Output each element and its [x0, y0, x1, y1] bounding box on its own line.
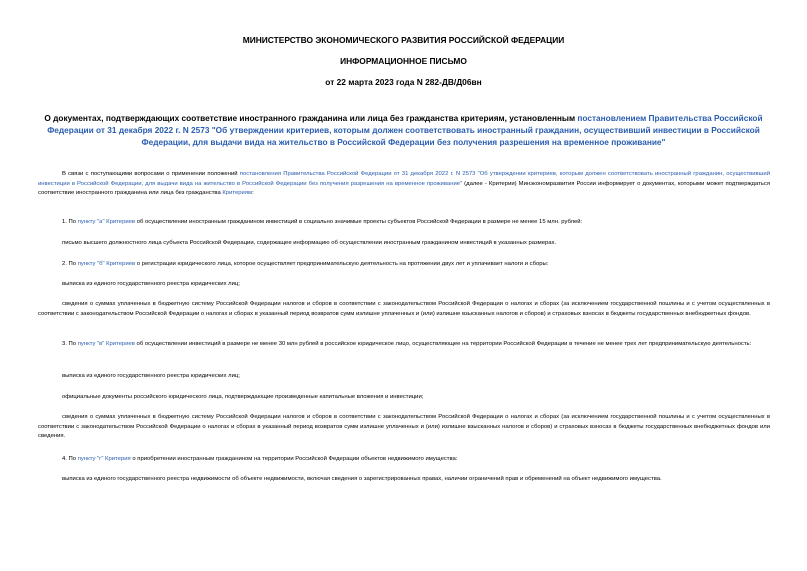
document-type-heading: ИНФОРМАЦИОННОЕ ПИСЬМО — [340, 56, 467, 66]
intro-text-3: : — [252, 190, 254, 197]
title-resolution-link[interactable]: постановлением Правительства Российской Федерации от 31 декабря 2022 г. N 2573 "Об утверждении критериев, которым должен соответствовать иностранный гражданин, осуществивший инвестиции в Российской Федерации, для выдачи вида на жительство в Российской Федерации без получения разрешения на временное проживание" — [47, 113, 763, 147]
point-3-document-2: официальные документы российского юридического лица, подтверждающие произведенные капитальные вложения и инвестиции; — [62, 394, 424, 400]
document-date-number: от 22 марта 2023 года N 282-ДВ/Д06вн — [325, 77, 482, 87]
point-4-link[interactable]: пункту "г" Критерия — [77, 456, 131, 462]
point-2-text: о регистрации юридического лица, которое осуществляет предпринимательскую деятельность на протяжении двух лет и уплачивает налоги и сборы: — [135, 261, 549, 267]
point-2-prefix: 2. По — [62, 261, 78, 267]
point-3-prefix: 3. По — [62, 341, 78, 347]
point-1-text: об осуществлении иностранным гражданином инвестиций в социально значимые проекты субъектов Российской Федерации в размере не менее 15 млн. рублей: — [135, 219, 583, 225]
ministry-heading: МИНИСТЕРСТВО ЭКОНОМИЧЕСКОГО РАЗВИТИЯ РОССИЙСКОЙ ФЕДЕРАЦИИ — [242, 35, 565, 45]
point-1-link[interactable]: пункту "а" Критериев — [77, 219, 136, 225]
intro-text-2: (далее - Критерии) Минэкономразвития России информирует о документах, которыми может подтверждаться соответствие иностранного гражданина или лица без гражданства — [38, 180, 771, 197]
point-2-paragraph — [38, 260, 770, 270]
intro-text-1: В связи с поступающими вопросами о применении положений — [62, 171, 240, 177]
point-4-text: о приобретении иностранным гражданином на территории Российской Федерации объектов недвижимого имущества: — [130, 456, 458, 462]
intro-criteria-link[interactable]: Критериям — [222, 190, 253, 197]
point-1-paragraph — [38, 218, 770, 228]
point-3-text: об осуществлении инвестиций в размере не менее 30 млн рублей в российское юридическое лицо, осуществляющее на территории Российской Федерации в течение не менее трех лет предпринимательскую деятельность: — [134, 341, 752, 347]
intro-resolution-link[interactable]: постановления Правительства Российской Федерации от 31 декабря 2022 г. N 2573 "Об утверждении критериев, которым должен соответствовать иностранный гражданин, осуществивший инвестиции в Российской Федерации, для выдачи вида на жительство в Российской Федерации без получения разрешения на временное проживание" — [38, 171, 770, 187]
document-title — [40, 112, 767, 148]
point-3-paragraph — [38, 340, 770, 350]
intro-paragraph — [38, 170, 770, 199]
point-4-paragraph — [38, 455, 770, 465]
point-4-document: выписка из единого государственного реестра недвижимости об объекте недвижимости, включая сведения о зарегистрированных правах, наличии ограничений прав и обременений на объект недвижимого имущества. — [62, 476, 662, 482]
point-3-document-3: сведения о суммах уплаченных в бюджетную систему Российской Федерации налогов и сборов в соответствии с законодательством Российской Федерации о налогах и сборах (за исключением государственной пошлины и с учетом осуществленных в соответствии с законодательством Российской Федерации о налогах и сборах в указанный период возвратов сумм излишне уплаченных и (или) излишне взысканных налогов и сборов) и страховых взносах в бюджеты государственных внебюджетных фондов или сведения. — [38, 414, 770, 440]
title-text: О документах, подтверждающих соответствие иностранного гражданина или лица без гражданства критериям, установленным — [44, 113, 578, 123]
point-3-link[interactable]: пункту "в" Критериев — [77, 341, 135, 347]
point-2-document-1: выписка из единого государственного реестра юридических лиц; — [62, 281, 240, 287]
point-3-document-1: выписка из единого государственного реестра юридических лиц; — [62, 373, 240, 379]
point-4-prefix: 4. По — [62, 456, 78, 462]
point-2-document-2: сведения о суммах уплаченных в бюджетную систему Российской Федерации налогов и сборов в соответствии с законодательством Российской Федерации о налогах и сборах (за исключением государственной пошлины и с учетом осуществленных в соответствии с законодательством Российской Федерации о налогах и сборах в указанный период возвратов сумм излишне уплаченных и (или) излишне взысканных налогов и сборов) и страховых взносах в бюджеты государственных внебюджетных фондов. — [38, 301, 770, 317]
point-1-document: письмо высшего должностного лица субъекта Российской Федерации, содержащее информацию об осуществлении иностранным гражданином инвестиций в указанных размерах. — [62, 240, 557, 246]
point-2-link[interactable]: пункту "б" Критериев — [77, 261, 136, 267]
point-1-prefix: 1. По — [62, 219, 78, 225]
